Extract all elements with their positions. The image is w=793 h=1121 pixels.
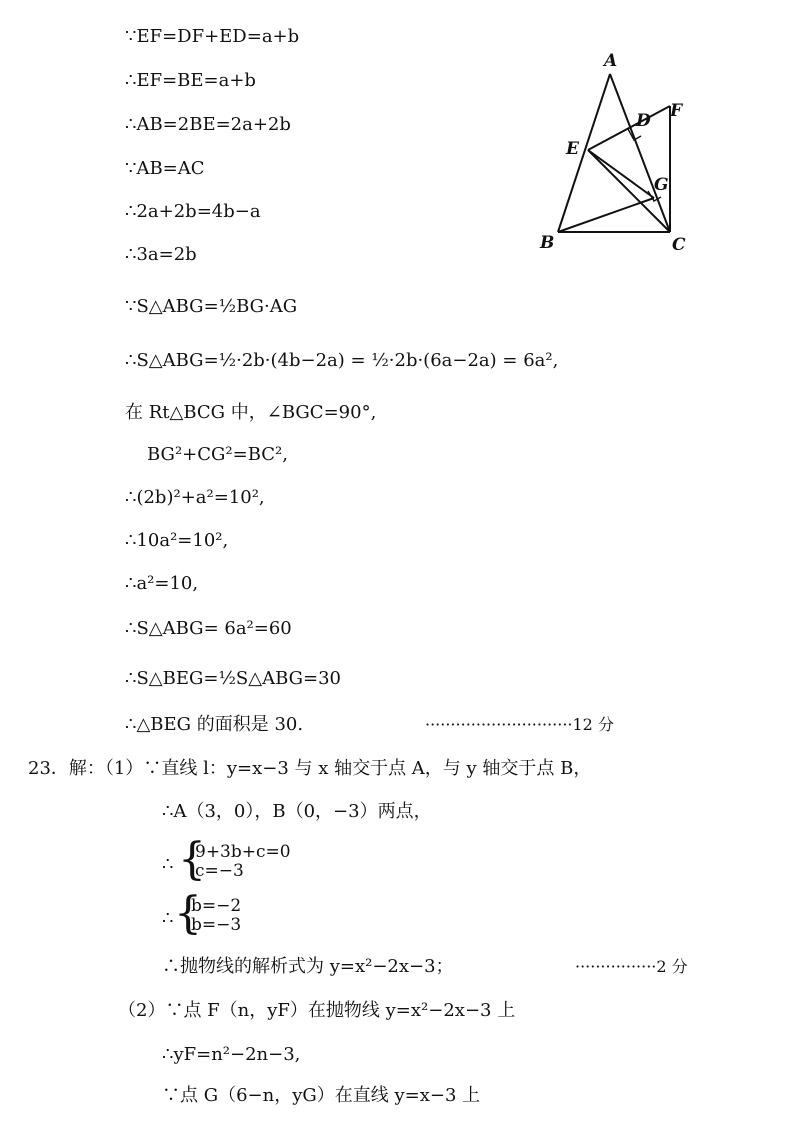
line-14: ∴S△ABG= 6a²=60: [125, 618, 292, 639]
line-11: ∴(2b)²+a²=10²,: [125, 487, 265, 508]
line-12: ∴10a²=10²,: [125, 530, 229, 551]
score-marker-2: ················2 分: [575, 957, 688, 976]
line-3: ∴AB=2BE=2a+2b: [125, 114, 291, 135]
line-6: ∴3a=2b: [125, 244, 197, 265]
score-marker-1: ·····························12 分: [425, 715, 614, 734]
system-1-eq-2: c=−3: [195, 860, 244, 881]
label-d: D: [636, 111, 651, 131]
label-g: G: [654, 175, 669, 195]
line-2: ∴EF=BE=a+b: [125, 70, 256, 91]
line-10: BG²+CG²=BC²,: [147, 444, 288, 465]
part-2-line: （2）∵点 F（n，yF）在抛物线 y=x²−2x−3 上: [118, 1000, 516, 1021]
system-2-brace: {: [174, 888, 202, 939]
yf-line: ∴yF=n²−2n−3,: [162, 1044, 301, 1065]
line-1: ∵EF=DF+ED=a+b: [125, 26, 300, 47]
system-1-prefix: ∴: [162, 854, 174, 875]
system-2-eq-2: b=−3: [191, 914, 242, 935]
system-2-prefix: ∴: [162, 908, 174, 929]
line-7: ∵S△ABG=½BG·AG: [125, 296, 298, 317]
system-2: [191, 897, 241, 934]
system-1: [195, 843, 291, 880]
line-4: ∵AB=AC: [125, 158, 205, 179]
label-a: A: [604, 51, 618, 71]
line-16: ∴△BEG 的面积是 30.: [125, 714, 304, 735]
problem-23-line: 23．解：（1）∵直线 l：y=x−3 与 x 轴交于点 A，与 y 轴交于点 B，: [28, 758, 592, 779]
line-5: ∴2a+2b=4b−a: [125, 201, 261, 222]
system-2-eq-1: b=−2: [191, 896, 242, 916]
label-c: C: [672, 235, 686, 255]
parabola-expression-line: ∴抛物线的解析式为 y=x²−2x−3；: [162, 956, 454, 977]
label-b: B: [540, 233, 555, 253]
line-15: ∴S△BEG=½S△ABG=30: [125, 668, 341, 689]
line-8: ∴S△ABG=½·2b·(4b−2a) = ½·2b·(6a−2a) = 6a²,: [125, 350, 559, 371]
label-e: E: [566, 139, 579, 159]
triangle-figure: [530, 50, 710, 260]
label-f: F: [670, 101, 683, 121]
line-9: 在 Rt△BCG 中，∠BGC=90°,: [125, 402, 377, 423]
system-1-brace: {: [178, 834, 206, 885]
point-coordinates-line: ∴A（3，0），B（0，−3）两点，: [162, 801, 432, 822]
system-1-eq-1: 9+3b+c=0: [195, 842, 291, 862]
line-13: ∴a²=10,: [125, 573, 199, 594]
point-g-line: ∵点 G（6−n，yG）在直线 y=x−3 上: [162, 1085, 481, 1106]
